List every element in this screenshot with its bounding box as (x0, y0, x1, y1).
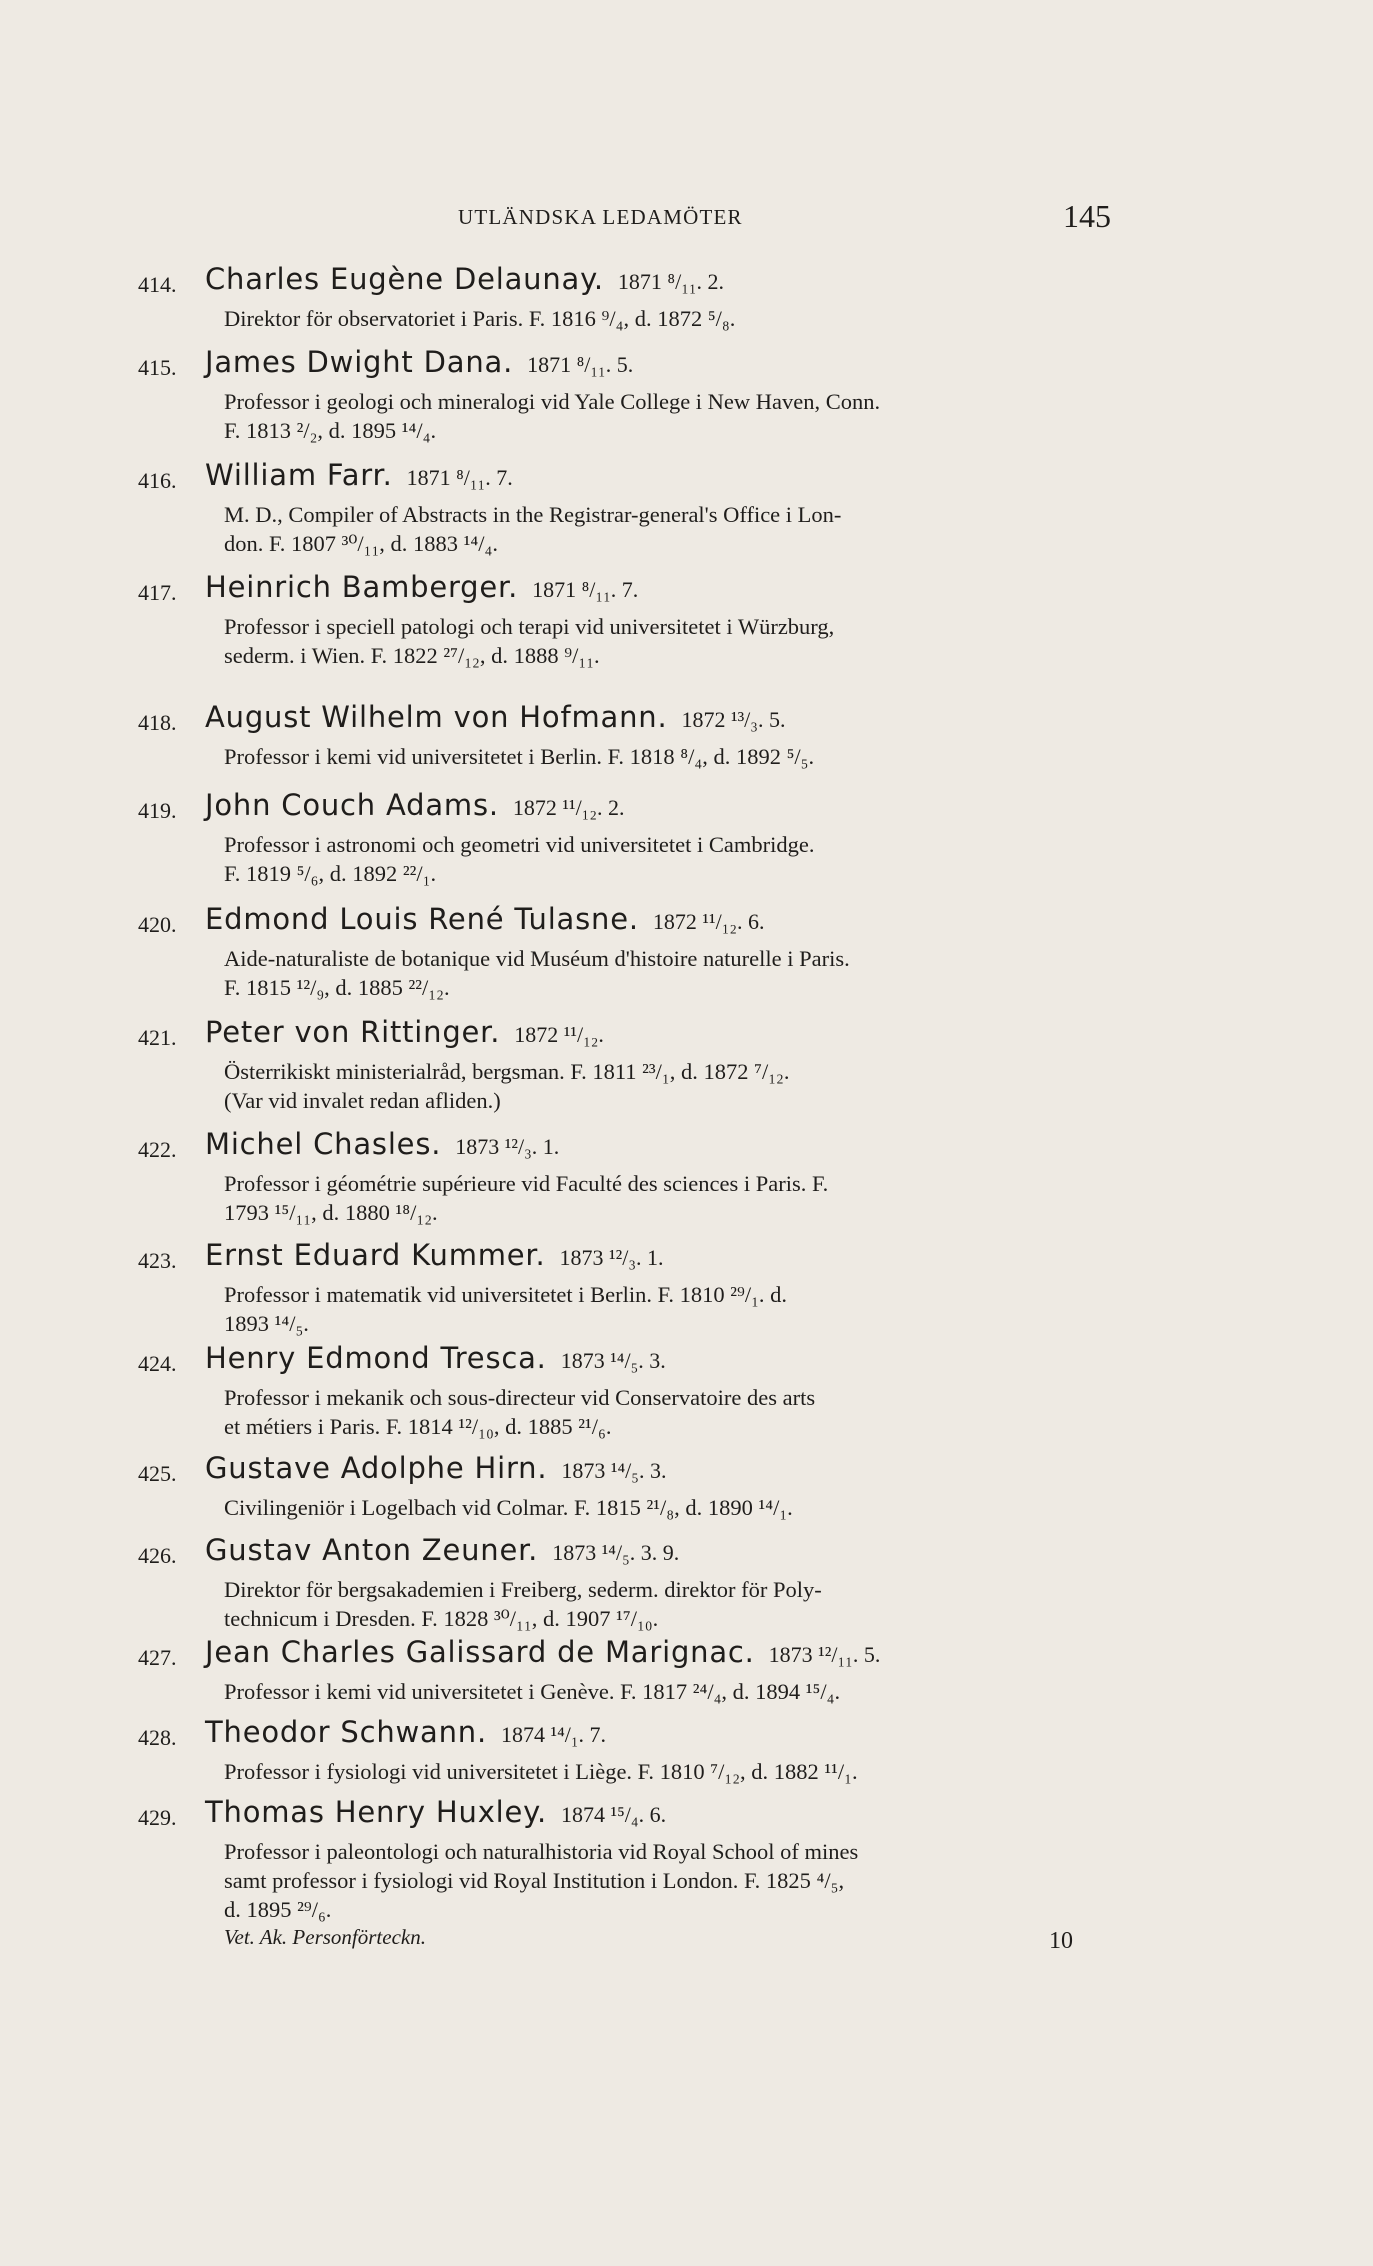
entry-description (224, 1757, 1112, 1786)
entry-heading (205, 1127, 559, 1161)
description-line: Professor i speciell patologi och terapi vid universitetet i Würzburg, (224, 614, 835, 639)
entry-description (224, 1677, 1112, 1706)
footer-sheet-number: 10 (1049, 1928, 1073, 1954)
entry-number: 420. (138, 912, 177, 937)
entry-election-date: 1871 ⁸/₁₁. 2. (617, 269, 725, 294)
entry-name: Charles Eugène Delaunay. (205, 262, 604, 296)
entry-election-date: 1872 ¹¹/₁₂. 2. (512, 795, 625, 820)
entry-election-date: 1873 ¹²/₃. 1. (455, 1134, 560, 1159)
description-line: Direktor för observatoriet i Paris. F. 1816 ⁹/₄, d. 1872 ⁵/₈. (224, 306, 736, 331)
description-line: Professor i kemi vid universitetet i Genève. F. 1817 ²⁴/₄, d. 1894 ¹⁵/₄. (224, 1679, 841, 1704)
entry-number: 422. (138, 1137, 177, 1162)
entry-election-date: 1871 ⁸/₁₁. 7. (532, 577, 639, 602)
entry-name: John Couch Adams. (205, 788, 499, 822)
entry-number: 417. (138, 580, 177, 605)
description-line: et métiers i Paris. F. 1814 ¹²/₁₀, d. 1885 ²¹/₆. (224, 1414, 612, 1439)
footer-signature: Vet. Ak. Personförteckn. (224, 1925, 426, 1949)
description-line: don. F. 1807 ³⁰/₁₁, d. 1883 ¹⁴/₄. (224, 531, 498, 556)
entry-name: Gustave Adolphe Hirn. (205, 1451, 548, 1485)
entry-name: Thomas Henry Huxley. (205, 1795, 548, 1829)
entry-election-date: 1871 ⁸/₁₁. 5. (527, 352, 634, 377)
entry-name: Peter von Rittinger. (205, 1015, 501, 1049)
entry-heading (205, 1795, 666, 1829)
entry-number: 426. (138, 1543, 177, 1568)
entry-number: 418. (138, 710, 177, 735)
entry-name: Ernst Eduard Kummer. (205, 1238, 546, 1272)
entry-election-date: 1873 ¹⁴/₅. 3. (561, 1458, 667, 1483)
entry-description (224, 944, 1112, 1002)
entry-description (224, 1837, 1112, 1924)
description-line: F. 1819 ⁵/₆, d. 1892 ²²/₁. (224, 861, 437, 886)
description-line: Professor i fysiologi vid universitetet i Liège. F. 1810 ⁷/₁₂, d. 1882 ¹¹/₁. (224, 1759, 858, 1784)
entry-number: 421. (138, 1025, 177, 1050)
entry-description (224, 1575, 1112, 1633)
entry-election-date: 1873 ¹⁴/₅. 3. 9. (552, 1540, 680, 1565)
entry-election-date: 1871 ⁸/₁₁. 7. (406, 465, 513, 490)
description-line: (Var vid invalet redan afliden.) (224, 1088, 501, 1113)
running-head: UTLÄNDSKA LEDAMÖTER (458, 205, 743, 229)
entry-number: 419. (138, 798, 177, 823)
description-line: Aide-naturaliste de botanique vid Muséum d'histoire naturelle i Paris. (224, 946, 850, 971)
entry-number: 416. (138, 468, 177, 493)
description-line: Professor i mekanik och sous-directeur vid Conservatoire des arts (224, 1385, 816, 1410)
entry-name: Gustav Anton Zeuner. (205, 1533, 539, 1567)
description-line: F. 1813 ²/₂, d. 1895 ¹⁴/₄. (224, 418, 437, 443)
description-line: Professor i paleontologi och naturalhistoria vid Royal School of mines (224, 1839, 859, 1864)
entry-heading (205, 1715, 606, 1749)
entry-heading (205, 700, 785, 734)
description-line: 1793 ¹⁵/₁₁, d. 1880 ¹⁸/₁₂. (224, 1200, 438, 1225)
entry-heading (205, 1015, 604, 1049)
entry-heading (205, 1238, 664, 1272)
description-line: d. 1895 ²⁹/₆. (224, 1897, 332, 1922)
entry-number: 425. (138, 1461, 177, 1486)
description-line: samt professor i fysiologi vid Royal Institution i London. F. 1825 ⁴/₅, (224, 1868, 845, 1893)
description-line: M. D., Compiler of Abstracts in the Registrar-general's Office i Lon- (224, 502, 842, 527)
description-line: F. 1815 ¹²/₉, d. 1885 ²²/₁₂. (224, 975, 450, 1000)
entry-election-date: 1874 ¹⁴/₁. 7. (500, 1722, 607, 1747)
description-line: sederm. i Wien. F. 1822 ²⁷/₁₂, d. 1888 ⁹/₁₁. (224, 643, 600, 668)
description-line: Professor i kemi vid universitetet i Berlin. F. 1818 ⁸/₄, d. 1892 ⁵/₅. (224, 744, 815, 769)
entry-heading (205, 1635, 880, 1669)
description-line: Professor i géométrie supérieure vid Faculté des sciences i Paris. F. (224, 1171, 829, 1196)
description-line: Professor i matematik vid universitetet i Berlin. F. 1810 ²⁹/₁. d. (224, 1282, 788, 1307)
entry-election-date: 1872 ¹¹/₁₂. (514, 1022, 604, 1047)
entry-description (224, 830, 1112, 888)
entry-description (224, 1169, 1112, 1227)
entry-name: James Dwight Dana. (205, 345, 514, 379)
entry-heading (205, 902, 765, 936)
entry-number: 427. (138, 1645, 177, 1670)
description-line: Civilingeniör i Logelbach vid Colmar. F. 1815 ²¹/₈, d. 1890 ¹⁴/₁. (224, 1495, 793, 1520)
entry-heading (205, 458, 513, 492)
entry-description (224, 1493, 1112, 1522)
page-number: 145 (1063, 198, 1111, 234)
entry-election-date: 1873 ¹²/₃. 1. (559, 1245, 664, 1270)
entry-name: William Farr. (205, 458, 393, 492)
entry-number: 428. (138, 1725, 177, 1750)
entry-description (224, 1383, 1112, 1441)
entry-name: August Wilhelm von Hofmann. (205, 700, 668, 734)
entry-description (224, 742, 1112, 771)
entry-name: Heinrich Bamberger. (205, 570, 519, 604)
entry-number: 423. (138, 1248, 177, 1273)
entry-election-date: 1874 ¹⁵/₄. 6. (561, 1802, 667, 1827)
entry-number: 415. (138, 355, 177, 380)
entry-number: 424. (138, 1351, 177, 1376)
entry-description (224, 612, 1112, 670)
entry-description (224, 1280, 1112, 1338)
entry-heading (205, 262, 724, 296)
entry-heading (205, 1341, 666, 1375)
description-line: 1893 ¹⁴/₅. (224, 1311, 309, 1336)
entry-name: Theodor Schwann. (205, 1715, 487, 1749)
entry-heading (205, 345, 633, 379)
entry-description (224, 304, 1112, 333)
description-line: Professor i geologi och mineralogi vid Yale College i New Haven, Conn. (224, 389, 881, 414)
entry-heading (205, 570, 638, 604)
entry-election-date: 1873 ¹²/₁₁. 5. (768, 1642, 881, 1667)
description-line: technicum i Dresden. F. 1828 ³⁰/₁₁, d. 1907 ¹⁷/₁₀. (224, 1606, 659, 1631)
description-line: Professor i astronomi och geometri vid universitetet i Cambridge. (224, 832, 815, 857)
description-line: Österrikiskt ministerialråd, bergsman. F. 1811 ²³/₁, d. 1872 ⁷/₁₂. (224, 1059, 790, 1084)
entry-election-date: 1873 ¹⁴/₅. 3. (560, 1348, 666, 1373)
entry-name: Henry Edmond Tresca. (205, 1341, 547, 1375)
entry-election-date: 1872 ¹³/₃. 5. (681, 707, 786, 732)
entry-number: 414. (138, 272, 177, 297)
entry-number: 429. (138, 1805, 177, 1830)
entry-name: Michel Chasles. (205, 1127, 442, 1161)
entry-description (224, 1057, 1112, 1115)
entry-name: Edmond Louis René Tulasne. (205, 902, 639, 936)
entry-description (224, 387, 1112, 445)
entry-heading (205, 788, 625, 822)
description-line: Direktor för bergsakademien i Freiberg, sederm. direktor för Poly- (224, 1577, 822, 1602)
entry-description (224, 500, 1112, 558)
entry-name: Jean Charles Galissard de Marignac. (205, 1635, 755, 1669)
entry-election-date: 1872 ¹¹/₁₂. 6. (652, 909, 765, 934)
entry-heading (205, 1533, 679, 1567)
entry-heading (205, 1451, 666, 1485)
